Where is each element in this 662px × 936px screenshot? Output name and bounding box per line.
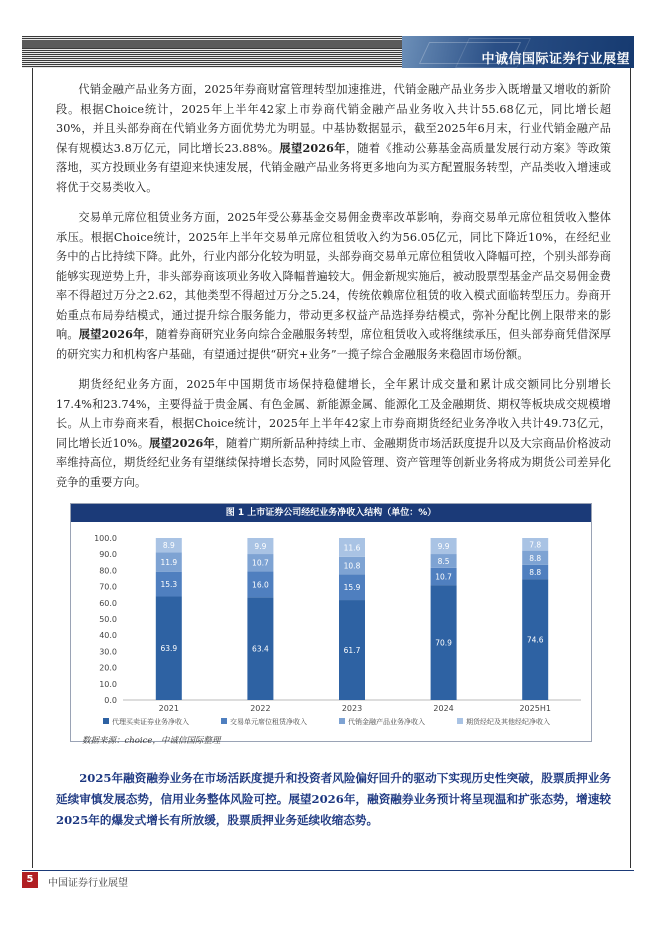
data-label: 8.9 <box>162 541 175 551</box>
data-label: 8.8 <box>529 553 542 563</box>
figure-brokerage-structure <box>70 503 592 742</box>
header-title: 中诚信国际证券行业展望 <box>481 52 630 67</box>
legend-label: 交易单元席位租赁净收入 <box>230 718 307 726</box>
frame-left-line <box>32 68 33 868</box>
legend-label: 期货经纪及其他经纪净收入 <box>466 718 550 726</box>
data-label: 11.9 <box>160 558 178 568</box>
figure-source: 数据来源：choice，中诚信国际整理 <box>82 736 221 746</box>
data-label: 63.9 <box>160 644 178 654</box>
stacked-bar-chart <box>71 522 591 740</box>
data-label: 9.9 <box>437 542 450 552</box>
y-tick-label: 50.0 <box>99 615 117 624</box>
paragraph-text: 期货经纪业务方面，2025年中国期货市场保持稳健增长，全年累计成交量和累计成交额同比分别增长17.4%和23.74%，主要得益于贵金属、有色金属、新能源金属、能源化工及金融期货、期权等板块成交规模增长。从上市券商来看，根据Choice统计，2025年上半年42家上市券商期货经纪业务净收入共计49.73亿元，同比增长近10%。 <box>56 378 611 450</box>
y-tick-label: 80.0 <box>99 566 117 576</box>
paragraph-futures-brokerage <box>56 375 611 492</box>
data-label: 15.3 <box>160 580 178 590</box>
paragraph-text: 交易单元席位租赁业务方面，2025年受公募基金交易佣金费率改革影响，券商交易单元席位租赁收入整体承压。根据Choice统计，2025年上半年交易单元席位租赁收入约为56.05亿元，同比下降近10%，在经纪业务中的占比持续下降。此外，行业内部分化较为明显，头部券商交易单元席位租赁收入降幅可控，个别头部券商能够实现逆势上升，非头部券商该项业务收入降幅普遍较大。佣金新规实施后，被动股票型基金产品交易佣金费率不得超过万分之2.62，其他类型不得超过万分之5.24，传统依赖席位租赁的收入模式面临转型压力。券商开始重点布局券结模式，通过提升综合服务能力，带动更多权益产品选择券结模式，弥补分配比例上限带来的影响。 <box>56 211 611 341</box>
x-tick-label: 2022 <box>250 704 271 713</box>
body-content <box>56 80 611 503</box>
data-label: 10.7 <box>435 572 452 582</box>
data-label: 63.4 <box>252 644 269 654</box>
paragraph-text: ，随着广期所新品种持续上市、金融期货市场活跃度提升以及大宗商品价格波动率维持高位，期货经纪业务有望继续保持增长态势，同时风险管理、资产管理等创新业务将成为期货公司差异化竞争的重要方向。 <box>56 436 611 489</box>
paragraph-emphasis: 展望2026年 <box>149 435 215 450</box>
header-bar <box>22 36 634 68</box>
y-tick-label: 10.0 <box>99 679 117 689</box>
legend-swatch <box>103 718 109 724</box>
paragraph-agency-products <box>56 80 611 197</box>
page-number: 5 <box>22 872 38 888</box>
paragraph-text: 代销金融产品业务方面，2025年券商财富管理转型加速推进，代销金融产品业务步入既增量又增收的新阶段。根据Choice统计，2025年上半年42家上市券商代销金融产品业务收入共计55.68亿元，同比增长超30%，并且头部券商在代销业务方面优势尤为明显。中基协数据显示，截至2025年6月末，行业代销金融产品保有规模达3.8万亿元，同比增长23.88%。 <box>56 83 611 155</box>
legend-label: 代销金融产品业务净收入 <box>348 718 425 726</box>
data-label: 61.7 <box>343 646 361 656</box>
y-tick-label: 20.0 <box>99 663 117 673</box>
footer-label: 中国证券行业展望 <box>48 878 128 889</box>
legend-swatch <box>221 718 227 724</box>
y-tick-label: 30.0 <box>99 647 117 657</box>
x-tick-label: 2023 <box>341 704 363 713</box>
data-label: 8.5 <box>437 556 450 566</box>
data-label: 10.8 <box>343 561 361 571</box>
legend-swatch <box>457 718 463 724</box>
frame-right-line <box>630 68 631 868</box>
y-tick-label: 90.0 <box>99 550 117 560</box>
y-tick-label: 0.0 <box>104 696 117 705</box>
x-tick-label: 2025H1 <box>519 704 551 713</box>
paragraph-emphasis: 展望2026年 <box>279 140 346 155</box>
data-label: 15.9 <box>343 583 361 593</box>
data-label: 8.8 <box>529 568 542 578</box>
header-brand <box>402 36 634 68</box>
data-label: 16.0 <box>252 580 269 590</box>
x-tick-label: 2024 <box>433 704 454 713</box>
x-tick-label: 2021 <box>158 704 179 713</box>
legend-label: 代理买卖证券业务净收入 <box>112 718 189 726</box>
paragraph-text: ，随着《推动公募基金高质量发展行动方案》等政策落地，买方投顾业务有望迎来快速发展，代销金融产品业务将更多地向为买方配置服务转型，产品类收入增速或将优于交易类收入。 <box>56 141 611 194</box>
data-label: 11.6 <box>343 543 361 553</box>
y-tick-label: 40.0 <box>99 631 117 641</box>
data-label: 9.9 <box>254 542 267 552</box>
data-label: 74.6 <box>526 635 544 645</box>
legend-swatch <box>339 718 345 724</box>
paragraph-text: ，随着券商研究业务向综合金融服务转型，席位租赁收入或将继续承压，但头部券商凭借深厚的研究实力和机构客户基础，有望通过提供“研究+业务”一揽子综合金融服务来稳固市场份额。 <box>56 328 612 361</box>
data-label: 10.7 <box>252 558 269 568</box>
paragraph-emphasis: 展望2026年 <box>78 327 145 341</box>
data-label: 70.9 <box>435 638 452 648</box>
figure-title: 图 1 上市证券公司经纪业务净收入结构（单位：%） <box>71 504 591 522</box>
footer-line <box>22 870 634 871</box>
paragraph-seat-leasing <box>56 208 611 364</box>
y-tick-label: 70.0 <box>99 582 117 592</box>
data-label: 7.8 <box>529 540 542 550</box>
y-tick-label: 100.0 <box>94 534 117 543</box>
summary-paragraph: 2025年融资融券业务在市场活跃度提升和投资者风险偏好回升的驱动下实现历史性突破，股票质押业务延续审慎发展态势，信用业务整体风险可控。展望2026年，融资融券业务预计将呈现温和扩张态势，增速较2025年的爆发式增长有所放缓，股票质押业务延续收缩态势。 <box>56 771 611 827</box>
y-tick-label: 60.0 <box>99 598 117 608</box>
